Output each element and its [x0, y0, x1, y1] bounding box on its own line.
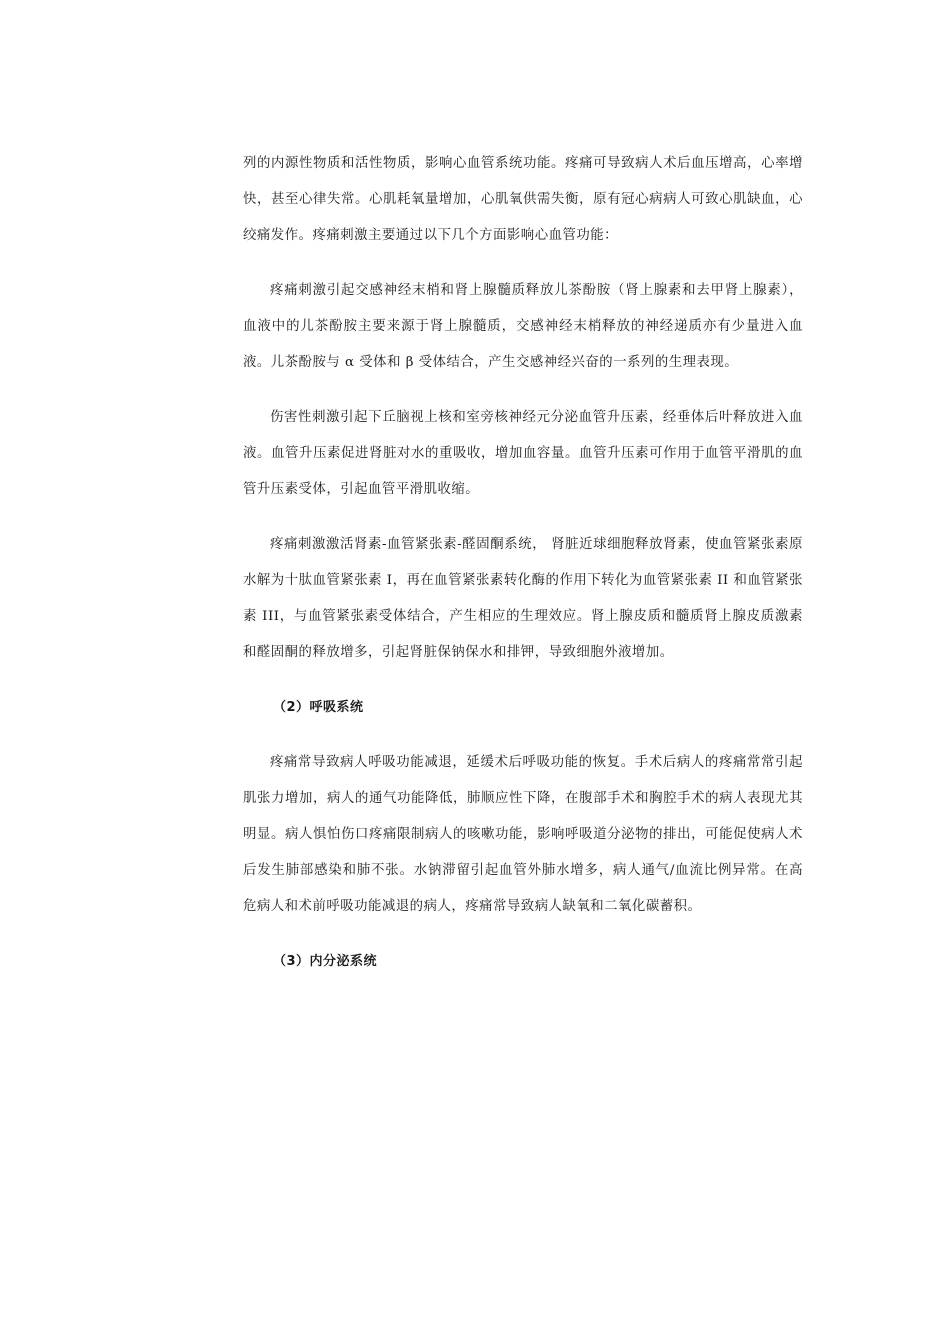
paragraph-cardiovascular-intro: 列的内源性物质和活性物质，影响心血管系统功能。疼痛可导致病人术后血压增高，心率增快，甚至心律失常。心肌耗氧量增加，心肌氧供需失衡，原有冠心病病人可致心肌缺血，心绞痛发作。疼痛刺激主要通过以下几个方面影响心血管功能： [243, 156, 803, 243]
paragraph-catecholamine: 疼痛刺激引起交感神经末梢和肾上腺髓质释放儿茶酚胺（肾上腺素和去甲肾上腺素），血液中的儿茶酚胺主要来源于肾上腺髓质，交感神经末梢释放的神经递质亦有少量进入血液。儿茶酚胺与 α 受体和 β 受体结合，产生交感神经兴奋的一系列的生理表现。 [243, 283, 803, 370]
paragraph-renin-angiotensin: 疼痛刺激激活肾素-血管紧张素-醛固酮系统， 肾脏近球细胞释放肾素，使血管紧张素原水解为十肽血管紧张素 I，再在血管紧张素转化酶的作用下转化为血管紧张素 II 和血管紧张素 III，与血管紧张素受体结合，产生相应的生理效应。肾上腺皮质和髓质肾上腺皮质激素和醛固酮的释放增多，引起肾脏保钠保水和排钾，导致细胞外液增加。 [243, 537, 803, 660]
paragraph-respiratory: 疼痛常导致病人呼吸功能减退，延缓术后呼吸功能的恢复。手术后病人的疼痛常常引起肌张力增加，病人的通气功能降低，肺顺应性下降，在腹部手术和胸腔手术的病人表现尤其明显。病人惧怕伤口疼痛限制病人的咳嗽功能，影响呼吸道分泌物的排出，可能促使病人术后发生肺部感染和肺不张。水钠滞留引起血管外肺水增多，病人通气/血流比例异常。在高危病人和术前呼吸功能减退的病人，疼痛常导致病人缺氧和二氧化碳蓄积。 [243, 755, 803, 914]
section-heading-respiratory: （2）呼吸系统 [273, 700, 364, 715]
paragraph-vasopressin: 伤害性刺激引起下丘脑视上核和室旁核神经元分泌血管升压素，经垂体后叶释放进入血液。血管升压素促进肾脏对水的重吸收，增加血容量。血管升压素可作用于血管平滑肌的血管升压素受体，引起血管平滑肌收缩。 [243, 410, 803, 497]
document-body [243, 146, 803, 980]
section-heading-endocrine: （3）内分泌系统 [273, 954, 378, 969]
